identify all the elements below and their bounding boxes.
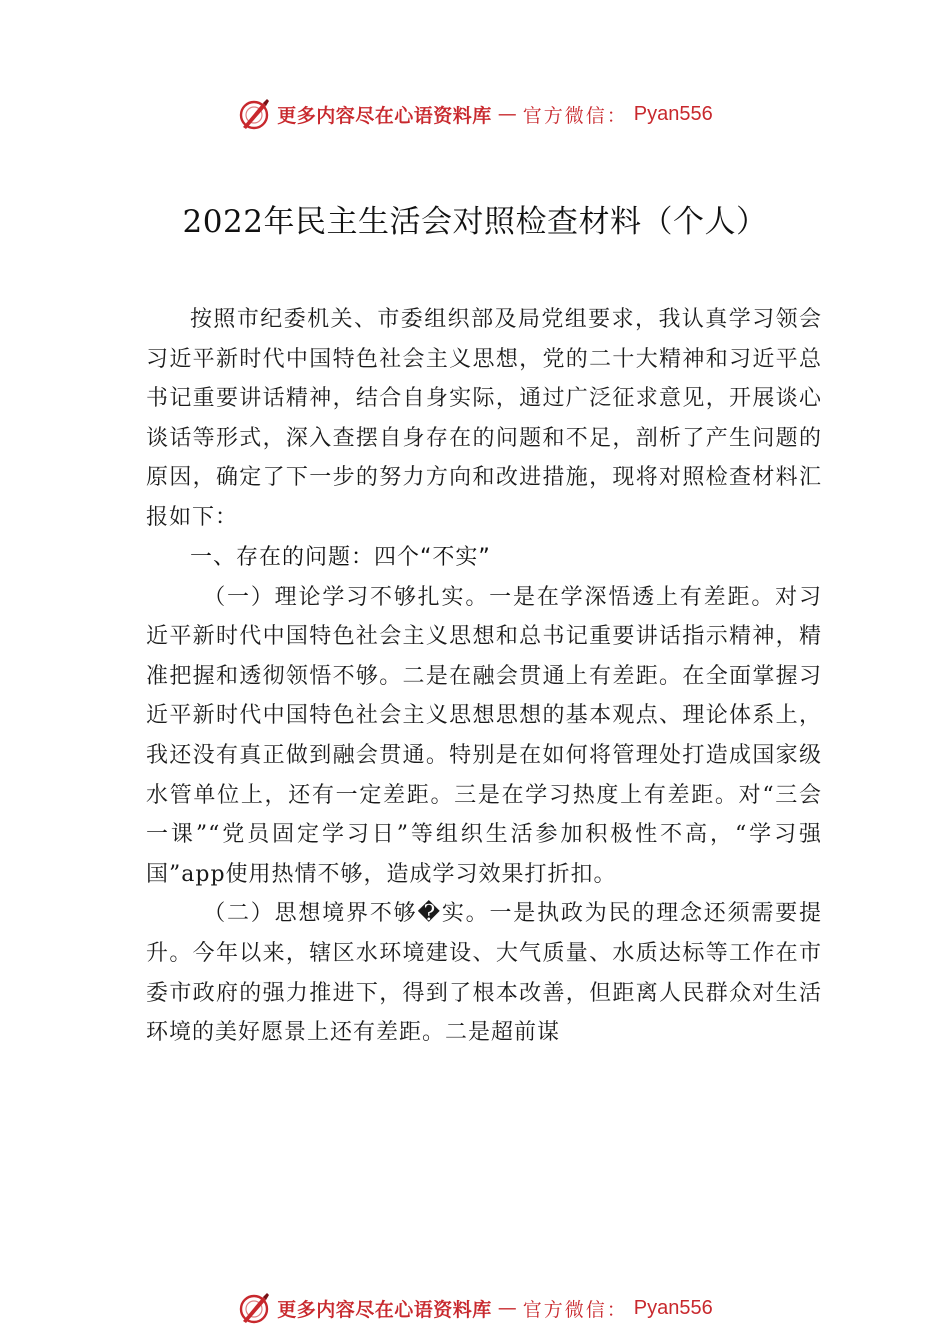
document-title: 2022年民主生活会对照检查材料（个人） [182,204,768,240]
official-wechat-label: 官方微信： [522,104,628,127]
intro-paragraph: 按照市纪委机关、市委组织部及局党组要求，我认真学习领会习近平新时代中国特色社会主义思想，党的二十大精神和习近平总书记重要讲话精神，结合自身实际，通过广泛征求意见，开展谈心谈话等形式，深入查摆自身存在的问题和不足，剖析了产生问题的原因，确定了下一步的努力方向和改进措施，现将对照检查材料汇报如下： [146,307,822,530]
subsection-paragraph-1: （一）理论学习不够扎实。一是在学深悟透上有差距。对习近平新时代中国特色社会主义思想和总书记重要讲话指示精神，精准把握和透彻领悟不够。二是在融会贯通上有差距。在全面掌握习近平新时代中国特色社会主义思想思想的基本观点、理论体系上，我还没有真正做到融会贯通。特别是在如何将管理处打造成国家级水管单位上，还有一定差距。三是在学习热度上有差距。对“三会一课”“党员固定学习日”等组织生活参加积极性不高，“学习强国”app使用热情不够，造成学习效果打折扣。 [146,584,822,887]
pen-on-circle-logo-icon [237,97,271,131]
pen-on-circle-logo-icon [237,1291,271,1325]
brand-text: 更多内容尽在心语资料库 [277,1298,492,1321]
wechat-id: Pyan556 [633,102,713,125]
header-banner [0,94,950,134]
wechat-id: Pyan556 [633,1296,713,1319]
subsection-paragraph-2: （二）思想境界不够�实。一是执政为民的理念还须需要提升。今年以来，辖区水环境建设、大气质量、水质达标等工作在市委市政府的强力推进下，得到了根本改善，但距离人民群众对生活环境的美好愿景上还有差距。二是超前谋 [146,901,822,1046]
section-heading: 一、存在的问题：四个“不实” [190,544,491,570]
official-wechat-label: 官方微信： [522,1298,628,1321]
footer-banner [0,1288,950,1328]
banner-separator: — [497,103,517,125]
banner-separator: — [497,1297,517,1319]
brand-text: 更多内容尽在心语资料库 [277,104,492,127]
document-body [146,300,822,1053]
